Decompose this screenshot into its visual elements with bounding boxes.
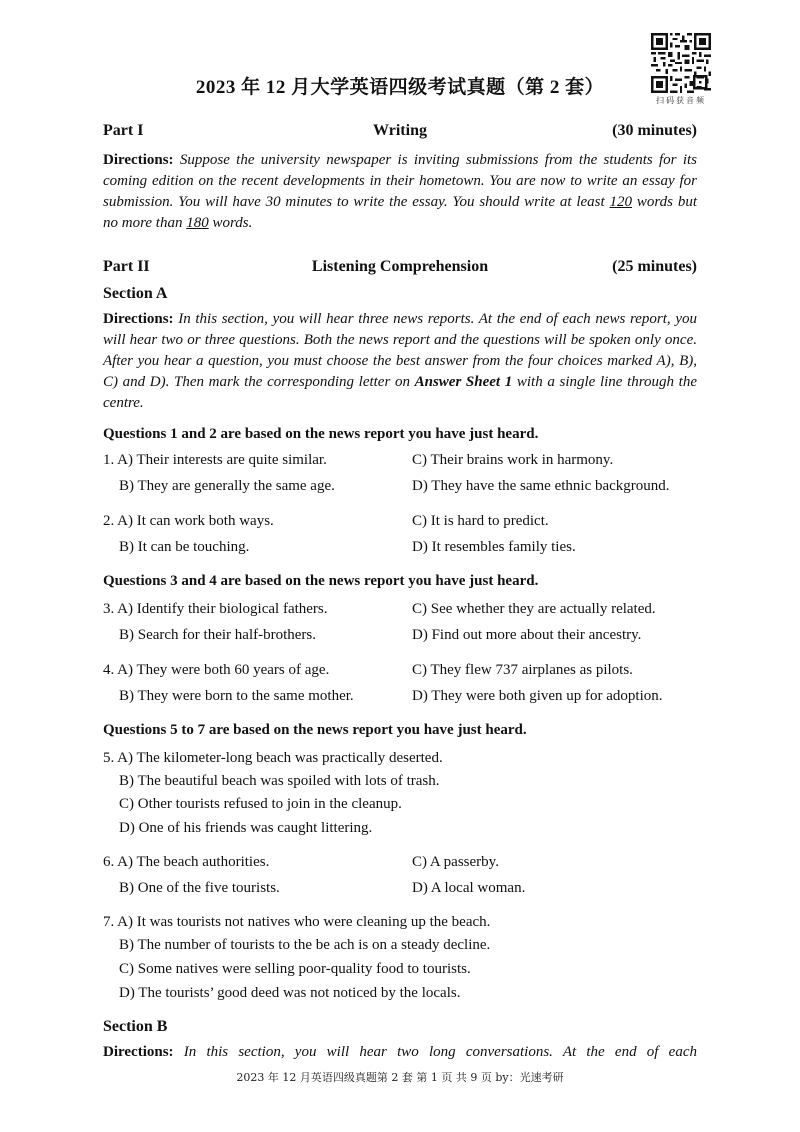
section-b-heading: Section B [103, 1018, 168, 1035]
q4-option-b: B) They were born to the same mother. [119, 688, 354, 704]
q6-option-c: C) A passerby. [412, 854, 499, 870]
q3-option-c: C) See whether they are actually related. [412, 601, 656, 617]
min-words: 120 [609, 194, 633, 210]
q1-option-a: 1. A) Their interests are quite similar. [103, 452, 327, 468]
answer-sheet-ref: Answer Sheet 1 [414, 374, 513, 390]
q4-option-d: D) They were both given up for adoption. [412, 688, 663, 704]
directions-text: words but no more than [103, 194, 697, 231]
q7-option-d: D) The tourists’ good deed was not noticed by the locals. [119, 985, 461, 1001]
q3-option-a: 3. A) Identify their biological fathers. [103, 601, 328, 617]
q1-option-b: B) They are generally the same age. [119, 478, 335, 494]
q1-option-c: C) Their brains work in harmony. [412, 452, 614, 468]
qr-caption: 扫码获音频 [656, 96, 706, 105]
part-1-header [103, 122, 697, 142]
q6-option-b: B) One of the five tourists. [119, 880, 280, 896]
q1-option-d: D) They have the same ethnic background. [412, 478, 670, 494]
q6-option-a: 6. A) The beach authorities. [103, 854, 270, 870]
q5-option-c: C) Other tourists refused to join in the cleanup. [119, 796, 402, 812]
q2-option-b: B) It can be touching. [119, 539, 250, 555]
q6-option-d: D) A local woman. [412, 880, 526, 896]
part-1-label: Part I [103, 122, 144, 139]
section-a-heading: Section A [103, 285, 168, 302]
question-group-heading: Questions 5 to 7 are based on the news report you have just heard. [103, 722, 527, 738]
q4-option-c: C) They flew 737 airplanes as pilots. [412, 662, 633, 678]
directions-text: In this section, you will hear two long conversations. At the end of each [173, 1044, 697, 1060]
section-b-directions [103, 1042, 697, 1063]
q2-option-a: 2. A) It can work both ways. [103, 513, 274, 529]
part-2-header [103, 258, 697, 278]
part-2-time: (25 minutes) [612, 258, 697, 275]
q7-option-a: 7. A) It was tourists not natives who were cleaning up the beach. [103, 914, 491, 930]
page-footer: 2023 年 12 月英语四级真题第 2 套 第 1 页 共 9 页 by：光速考研 [236, 1071, 564, 1084]
q3-option-d: D) Find out more about their ancestry. [412, 627, 642, 643]
directions-label: Directions: [103, 311, 174, 327]
directions-text: words. [208, 215, 253, 231]
part-1-time: (30 minutes) [612, 122, 697, 139]
part-1-name: Writing [373, 122, 427, 139]
q7-option-c: C) Some natives were selling poor-quality food to tourists. [119, 961, 471, 977]
directions-text: Suppose the university newspaper is inviting submissions from the students for its coming edition on the recent developments in their hometown. You are now to write an essay for submission. You will have 30 minutes to write the essay. You should write at least [103, 152, 697, 210]
directions-text: with a single line through the centre. [103, 374, 698, 411]
q5-option-b: B) The beautiful beach was spoiled with lots of trash. [119, 773, 440, 789]
question-group-heading: Questions 3 and 4 are based on the news report you have just heard. [103, 573, 539, 589]
directions-label: Directions: [103, 152, 174, 168]
question-group-heading: Questions 1 and 2 are based on the news report you have just heard. [103, 426, 539, 442]
max-words: 180 [186, 215, 209, 231]
q3-option-b: B) Search for their half-brothers. [119, 627, 317, 643]
q5-option-d: D) One of his friends was caught littering. [119, 820, 373, 836]
part-2-name: Listening Comprehension [311, 258, 489, 275]
q2-option-c: C) It is hard to predict. [412, 513, 549, 529]
q2-option-d: D) It resembles family ties. [412, 539, 576, 555]
directions-text: In this section, you will hear three news reports. At the end of each news report, you will hear two or three questions. Both the news report and the questions will be spoken only once. After you hear a question, you must choose the best answer from the four choices marked A), B), C) and D). Then mark the corresponding letter on [103, 311, 697, 390]
q7-option-b: B) The number of tourists to the be ach is on a steady decline. [119, 937, 491, 953]
q4-option-a: 4. A) They were both 60 years of age. [103, 662, 330, 678]
exam-title: 2023 年 12 月大学英语四级考试真题（第 2 套） [195, 77, 605, 98]
section-a-directions [103, 309, 697, 414]
part-1-directions [103, 150, 697, 234]
part-2-label: Part II [103, 258, 150, 275]
directions-label: Directions: [103, 1044, 174, 1060]
q5-option-a: 5. A) The kilometer-long beach was practically deserted. [103, 750, 443, 766]
qr-code-icon [651, 33, 711, 93]
